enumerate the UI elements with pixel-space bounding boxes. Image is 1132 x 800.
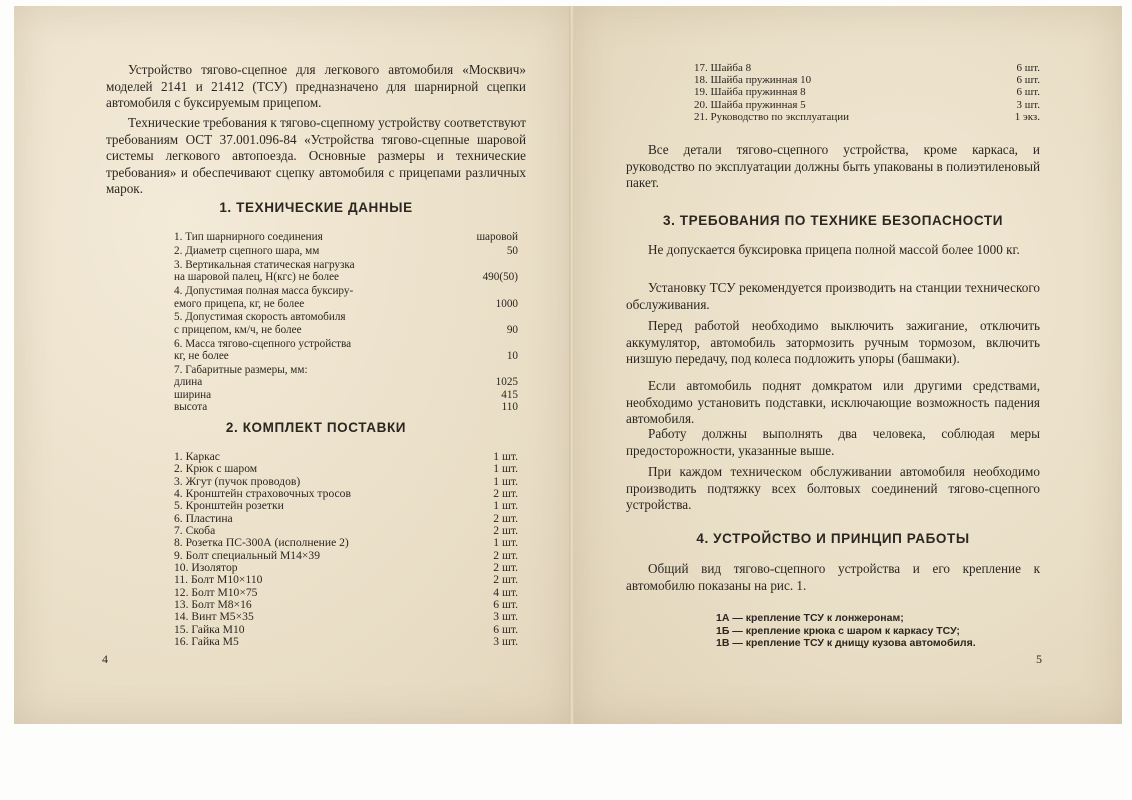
packaging-paragraph: Все детали тягово-сцепного устройства, кроме каркаса, и руководство по эксплуатации должны быть упакованы в полиэтиленовый пакет.: [626, 142, 1040, 190]
kit-item-qty: 2 шт.: [493, 561, 518, 575]
kit-item-qty: 1 шт.: [493, 499, 518, 513]
right-page: [574, 6, 1122, 724]
intro-paragraph-2: Технические требования к тягово-сцепному устройству соответствуют требованиям ОСТ 37.001.096-84 «Устройства тягово-сцепные шаровой системы легкового автопоезда. Основные размеры и технические требования» и обеспечивают сцепку автомобиля с прицепами различных марок.: [106, 115, 526, 196]
kit-item-name: 19. Шайба пружинная 8: [694, 86, 806, 99]
kit-item-name: 10. Изолятор: [174, 561, 238, 575]
section-1-title: 1. ТЕХНИЧЕСКИЕ ДАННЫЕ: [219, 200, 413, 215]
kit-item-name: 2. Крюк с шаром: [174, 462, 258, 476]
technical-specs-list: [174, 231, 518, 414]
spec-label: 5. Допустимая скорость автомобиля с прицепом, км/ч, не более: [174, 311, 346, 336]
list-item: [174, 574, 518, 586]
kit-item-qty: 6 шт.: [493, 598, 518, 612]
safety-paragraph-6: При каждом техническом обслуживании автомобиля необходимо производить подтяжку всех болтовых соединений тягово-сцепного устройства.: [626, 464, 1040, 512]
safety-paragraph-5: Работу должны выполнять два человека, соблюдая меры предосторожности, указанные выше.: [626, 426, 1040, 458]
spec-item: [174, 231, 518, 243]
kit-item-name: 15. Гайка М10: [174, 622, 245, 636]
section-3-title: 3. ТРЕБОВАНИЯ ПО ТЕХНИКЕ БЕЗОПАСНОСТИ: [662, 213, 1004, 228]
kit-item-name: 5. Кронштейн розетки: [174, 499, 284, 513]
list-item: [694, 111, 1040, 123]
intro-paragraph-1: Устройство тягово-сцепное для легкового автомобиля «Москвич» моделей 2141 и 21412 (ТСУ) предназначено для шарнирной сцепки автомобиля с буксируемым прицепом.: [106, 62, 526, 110]
kit-item-qty: 1 шт.: [493, 474, 518, 488]
kit-item-qty: 2 шт.: [493, 487, 518, 501]
kit-item-name: 8. Розетка ПС-300А (исполнение 2): [174, 536, 349, 550]
list-item: [694, 62, 1040, 74]
kit-item-qty: 6 шт.: [1016, 86, 1040, 99]
spec-label: длина: [174, 376, 203, 389]
kit-item-name: 7. Скоба: [174, 524, 216, 538]
spec-item: [174, 259, 518, 284]
figure-note: 1В — крепление ТСУ к днищу кузова автомобиля.: [716, 637, 976, 649]
spec-value: шаровой: [476, 231, 518, 243]
kit-item-name: 9. Болт специальный М14×39: [174, 548, 321, 562]
kit-item-qty: 1 шт.: [493, 450, 518, 463]
spec-item: [174, 401, 518, 413]
kit-item-name: 16. Гайка М5: [174, 635, 239, 649]
spec-label: 7. Габаритные размеры, мм:: [174, 364, 308, 377]
kit-item-qty: 2 шт.: [493, 573, 518, 587]
section-4-title: 4. УСТРОЙСТВО И ПРИНЦИП РАБОТЫ: [696, 531, 970, 546]
spec-value: 1025: [495, 376, 518, 389]
spec-value: 110: [501, 401, 518, 414]
list-item: [174, 636, 518, 648]
list-item: [174, 513, 518, 525]
spec-label: 4. Допустимая полная масса буксиру- емого прицепа, кг, не более: [174, 285, 354, 310]
kit-item-qty: 3 шт.: [493, 635, 518, 649]
kit-item-qty: 2 шт.: [493, 511, 518, 525]
spec-label: ширина: [174, 388, 212, 401]
list-item: [174, 500, 518, 512]
list-item: [174, 611, 518, 623]
spec-item: [174, 311, 518, 336]
kit-item-name: 6. Пластина: [174, 511, 233, 525]
spec-item: [174, 364, 518, 376]
spec-item: [174, 389, 518, 401]
kit-item-qty: 6 шт.: [493, 622, 518, 636]
kit-item-name: 14. Винт М5×35: [174, 610, 254, 624]
list-item: [174, 463, 518, 475]
spec-item: [174, 376, 518, 388]
kit-item-name: 21. Руководство по эксплуатации: [694, 110, 849, 123]
spec-value: 10: [506, 350, 518, 363]
safety-paragraph-4: Если автомобиль поднят домкратом или другими средствами, необходимо установить подставки, исключающие возможность падения автомобиля.: [626, 378, 1040, 426]
figure-notes: [716, 612, 1016, 650]
left-page: [14, 6, 570, 724]
spec-label: 3. Вертикальная статическая нагрузка на шаровой палец, Н(кгс) не более: [174, 258, 355, 284]
spec-value: 490(50): [482, 271, 518, 284]
spec-item: [174, 285, 518, 310]
figure-note: 1А — крепление ТСУ к лонжеронам;: [716, 612, 904, 624]
spec-item: [174, 245, 518, 257]
kit-item-name: 4. Кронштейн страховочных тросов: [174, 487, 351, 501]
kit-list: [174, 451, 518, 649]
spec-label: 2. Диаметр сцепного шара, мм: [174, 244, 320, 257]
kit-item-qty: 1 шт.: [493, 536, 518, 550]
device-paragraph: Общий вид тягово-сцепного устройства и его крепление к автомобилю показаны на рис. 1.: [626, 561, 1040, 593]
list-item: [694, 99, 1040, 111]
spec-label: 1. Тип шарнирного соединения: [174, 231, 323, 243]
page-number-left: 4: [102, 652, 108, 666]
safety-paragraph-1: Не допускается буксировка прицепа полной массой более 1000 кг.: [648, 242, 1020, 257]
kit-item-name: 12. Болт М10×75: [174, 585, 258, 599]
kit-item-qty: 4 шт.: [493, 585, 518, 599]
spec-value: 415: [501, 388, 518, 401]
spec-label: 6. Масса тягово-сцепного устройства кг, не более: [174, 337, 352, 363]
section-2-title: 2. КОМПЛЕКТ ПОСТАВКИ: [225, 420, 407, 435]
safety-paragraph-3: Перед работой необходимо выключить зажигание, отключить аккумулятор, автомобиль затормозить ручным тормозом, включить низшую передачу, под колеса подложить упоры (башмаки).: [626, 318, 1040, 366]
kit-item-qty: 2 шт.: [493, 524, 518, 538]
kit-item-name: 18. Шайба пружинная 10: [694, 74, 812, 87]
figure-note: 1Б — крепление крюка с шаром к каркасу ТСУ;: [716, 624, 960, 637]
kit-item-name: 20. Шайба пружинная 5: [694, 98, 806, 111]
spec-value: 90: [506, 323, 518, 336]
page-number-right: 5: [1036, 652, 1042, 666]
kit-list-continued: [694, 62, 1040, 123]
kit-item-qty: 2 шт.: [493, 548, 518, 562]
kit-item-qty: 1 шт.: [493, 462, 518, 476]
kit-item-name: 13. Болт М8×16: [174, 598, 252, 612]
spec-value: 50: [506, 244, 518, 257]
kit-item-name: 17. Шайба 8: [694, 62, 752, 74]
kit-item-qty: 3 шт.: [1016, 98, 1040, 111]
spec-label: высота: [174, 401, 208, 414]
spec-item: [174, 338, 518, 363]
kit-item-qty: 6 шт.: [1016, 74, 1040, 87]
list-item: [174, 537, 518, 549]
kit-item-name: 11. Болт М10×110: [174, 573, 263, 587]
list-item: [694, 74, 1040, 86]
kit-item-qty: 3 шт.: [493, 610, 518, 624]
kit-item-qty: 6 шт.: [1016, 62, 1040, 74]
safety-paragraph-2: Установку ТСУ рекомендуется производить на станции технического обслуживания.: [626, 280, 1040, 312]
kit-item-qty: 1 экз.: [1014, 110, 1040, 123]
list-item: [694, 86, 1040, 98]
spec-value: 1000: [495, 297, 518, 310]
spec-value: [458, 364, 518, 376]
kit-item-name: 1. Каркас: [174, 450, 220, 463]
kit-item-name: 3. Жгут (пучок проводов): [174, 474, 301, 488]
